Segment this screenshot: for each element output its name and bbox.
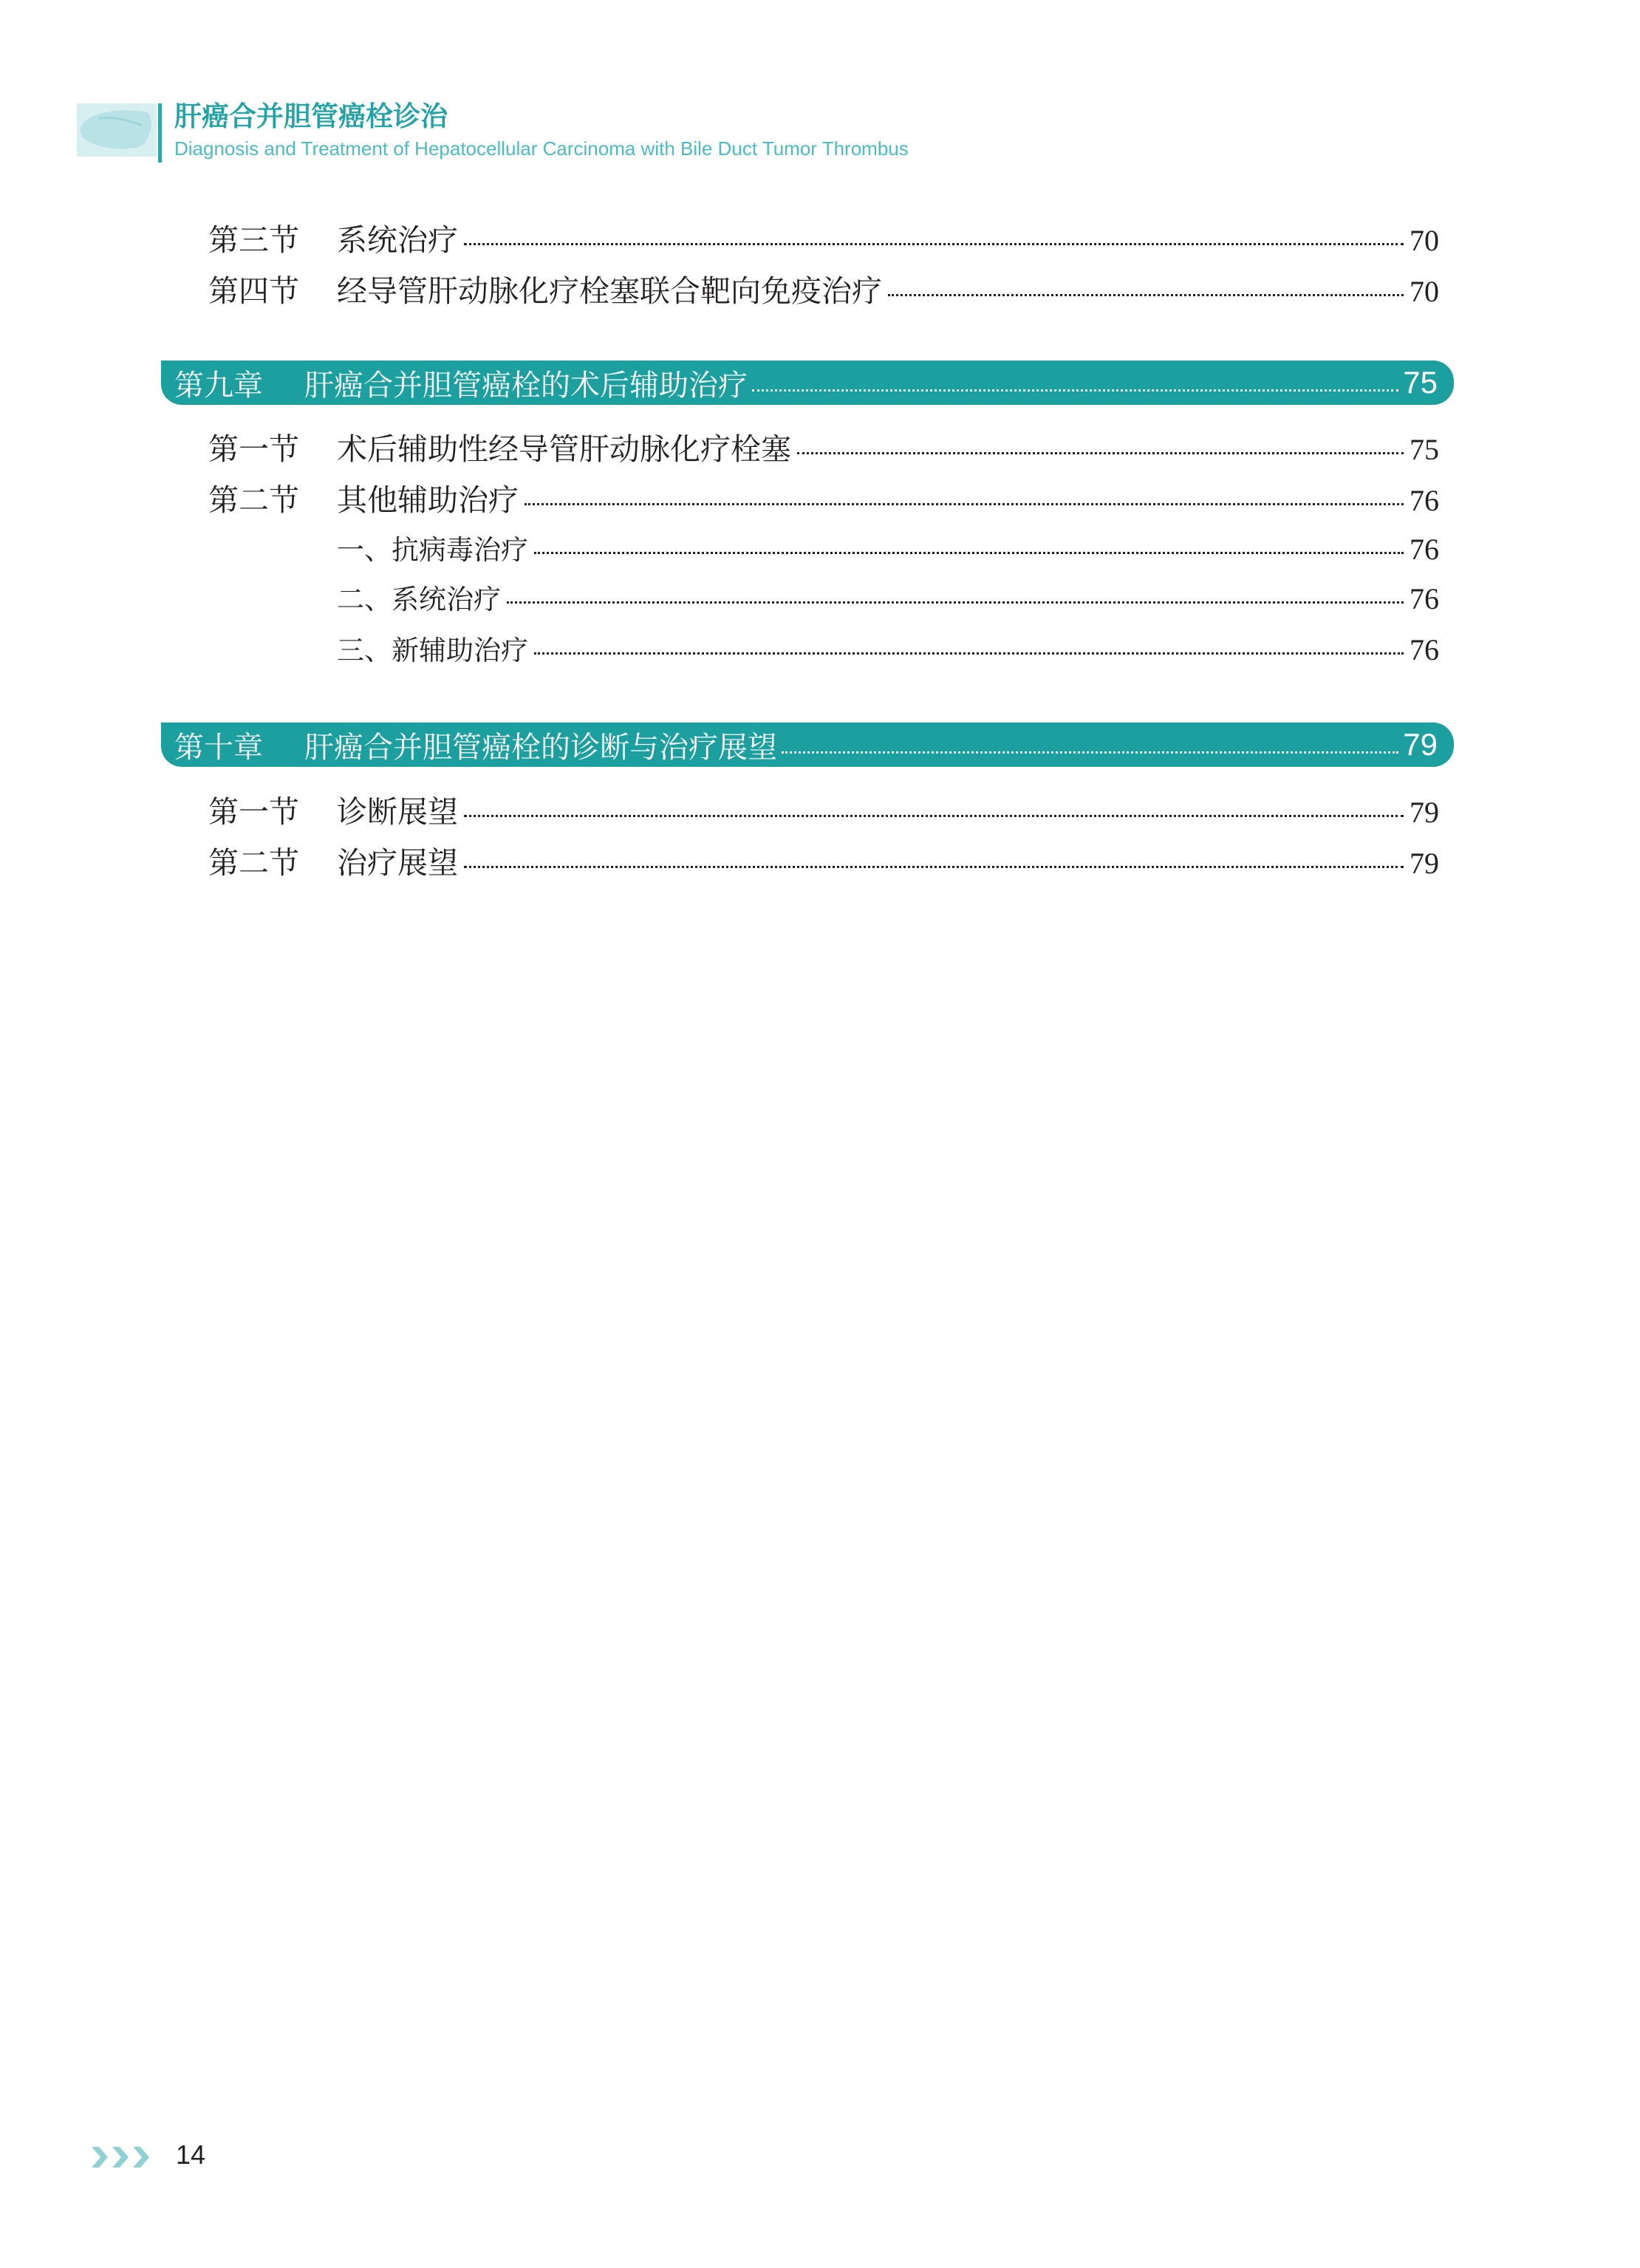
chapter-number: 第十章	[174, 730, 263, 765]
toc-entry-section[interactable]	[208, 838, 1439, 880]
section-title: 术后辅助性经导管肝动脉化疗栓塞	[337, 431, 791, 467]
page-ref: 79	[1410, 847, 1439, 880]
chapter-number: 第九章	[174, 368, 263, 403]
dot-leader	[797, 452, 1404, 454]
section-number: 第一节	[208, 794, 299, 830]
dot-leader	[464, 243, 1404, 245]
page-ref: 70	[1410, 224, 1439, 257]
page-ref: 76	[1410, 533, 1439, 566]
dot-leader	[525, 503, 1404, 505]
subsection-title: 二、系统治疗	[337, 584, 501, 615]
page-ref: 76	[1410, 633, 1439, 666]
header-divider	[158, 103, 162, 163]
toc-entry-subsection[interactable]	[337, 628, 1439, 669]
toc-entry-subsection[interactable]	[337, 577, 1439, 618]
dot-leader	[464, 815, 1404, 817]
page-ref: 75	[1410, 433, 1439, 466]
page-ref: 70	[1410, 275, 1439, 308]
section-title: 治疗展望	[337, 845, 458, 881]
dot-leader	[534, 652, 1404, 655]
liver-logo-icon	[77, 103, 157, 157]
book-subtitle: Diagnosis and Treatment of Hepatocellular Carcinoma with Bile Duct Tumor Thrombus	[174, 137, 909, 160]
toc-entry-subsection[interactable]	[337, 527, 1439, 569]
chevron-right-icon	[133, 2147, 149, 2168]
dot-leader	[534, 552, 1404, 554]
page-ref: 79	[1403, 727, 1438, 762]
section-title: 其他辅助治疗	[337, 482, 519, 518]
dot-leader	[888, 294, 1404, 296]
chapter-title: 肝癌合并胆管癌栓的诊断与治疗展望	[304, 730, 777, 765]
section-title: 经导管肝动脉化疗栓塞联合靶向免疫治疗	[337, 273, 882, 309]
book-title: 肝癌合并胆管癌栓诊治	[174, 100, 448, 132]
page-ref: 79	[1410, 796, 1439, 829]
dot-leader	[782, 751, 1398, 754]
section-title: 系统治疗	[337, 222, 458, 258]
page-number: 14	[176, 2139, 206, 2170]
section-number: 第四节	[208, 273, 299, 309]
toc-entry-section[interactable]	[208, 476, 1439, 517]
section-number: 第二节	[208, 482, 299, 518]
section-number: 第三节	[208, 222, 299, 258]
section-number: 第一节	[208, 431, 299, 467]
section-title: 诊断展望	[337, 794, 458, 830]
chapter-title: 肝癌合并胆管癌栓的术后辅助治疗	[304, 368, 748, 403]
chevron-right-icon	[92, 2147, 108, 2168]
dot-leader	[507, 601, 1404, 604]
toc-chapter-9[interactable]	[161, 361, 1454, 405]
page-ref: 76	[1410, 484, 1439, 517]
triple-chevron-right-icon	[92, 2147, 149, 2168]
toc-chapter-10[interactable]	[161, 723, 1454, 767]
toc-entry-section[interactable]	[208, 788, 1439, 829]
chevron-right-icon	[112, 2147, 129, 2168]
subsection-title: 三、新辅助治疗	[337, 635, 528, 666]
dot-leader	[752, 389, 1398, 392]
section-number: 第二节	[208, 845, 299, 881]
toc-entry-section[interactable]	[208, 267, 1439, 308]
dot-leader	[464, 866, 1404, 868]
subsection-title: 一、抗病毒治疗	[337, 534, 528, 566]
page-ref: 75	[1403, 365, 1438, 400]
toc-entry-section[interactable]	[208, 216, 1439, 257]
page-ref: 76	[1410, 582, 1439, 615]
toc-entry-section[interactable]	[208, 425, 1439, 466]
